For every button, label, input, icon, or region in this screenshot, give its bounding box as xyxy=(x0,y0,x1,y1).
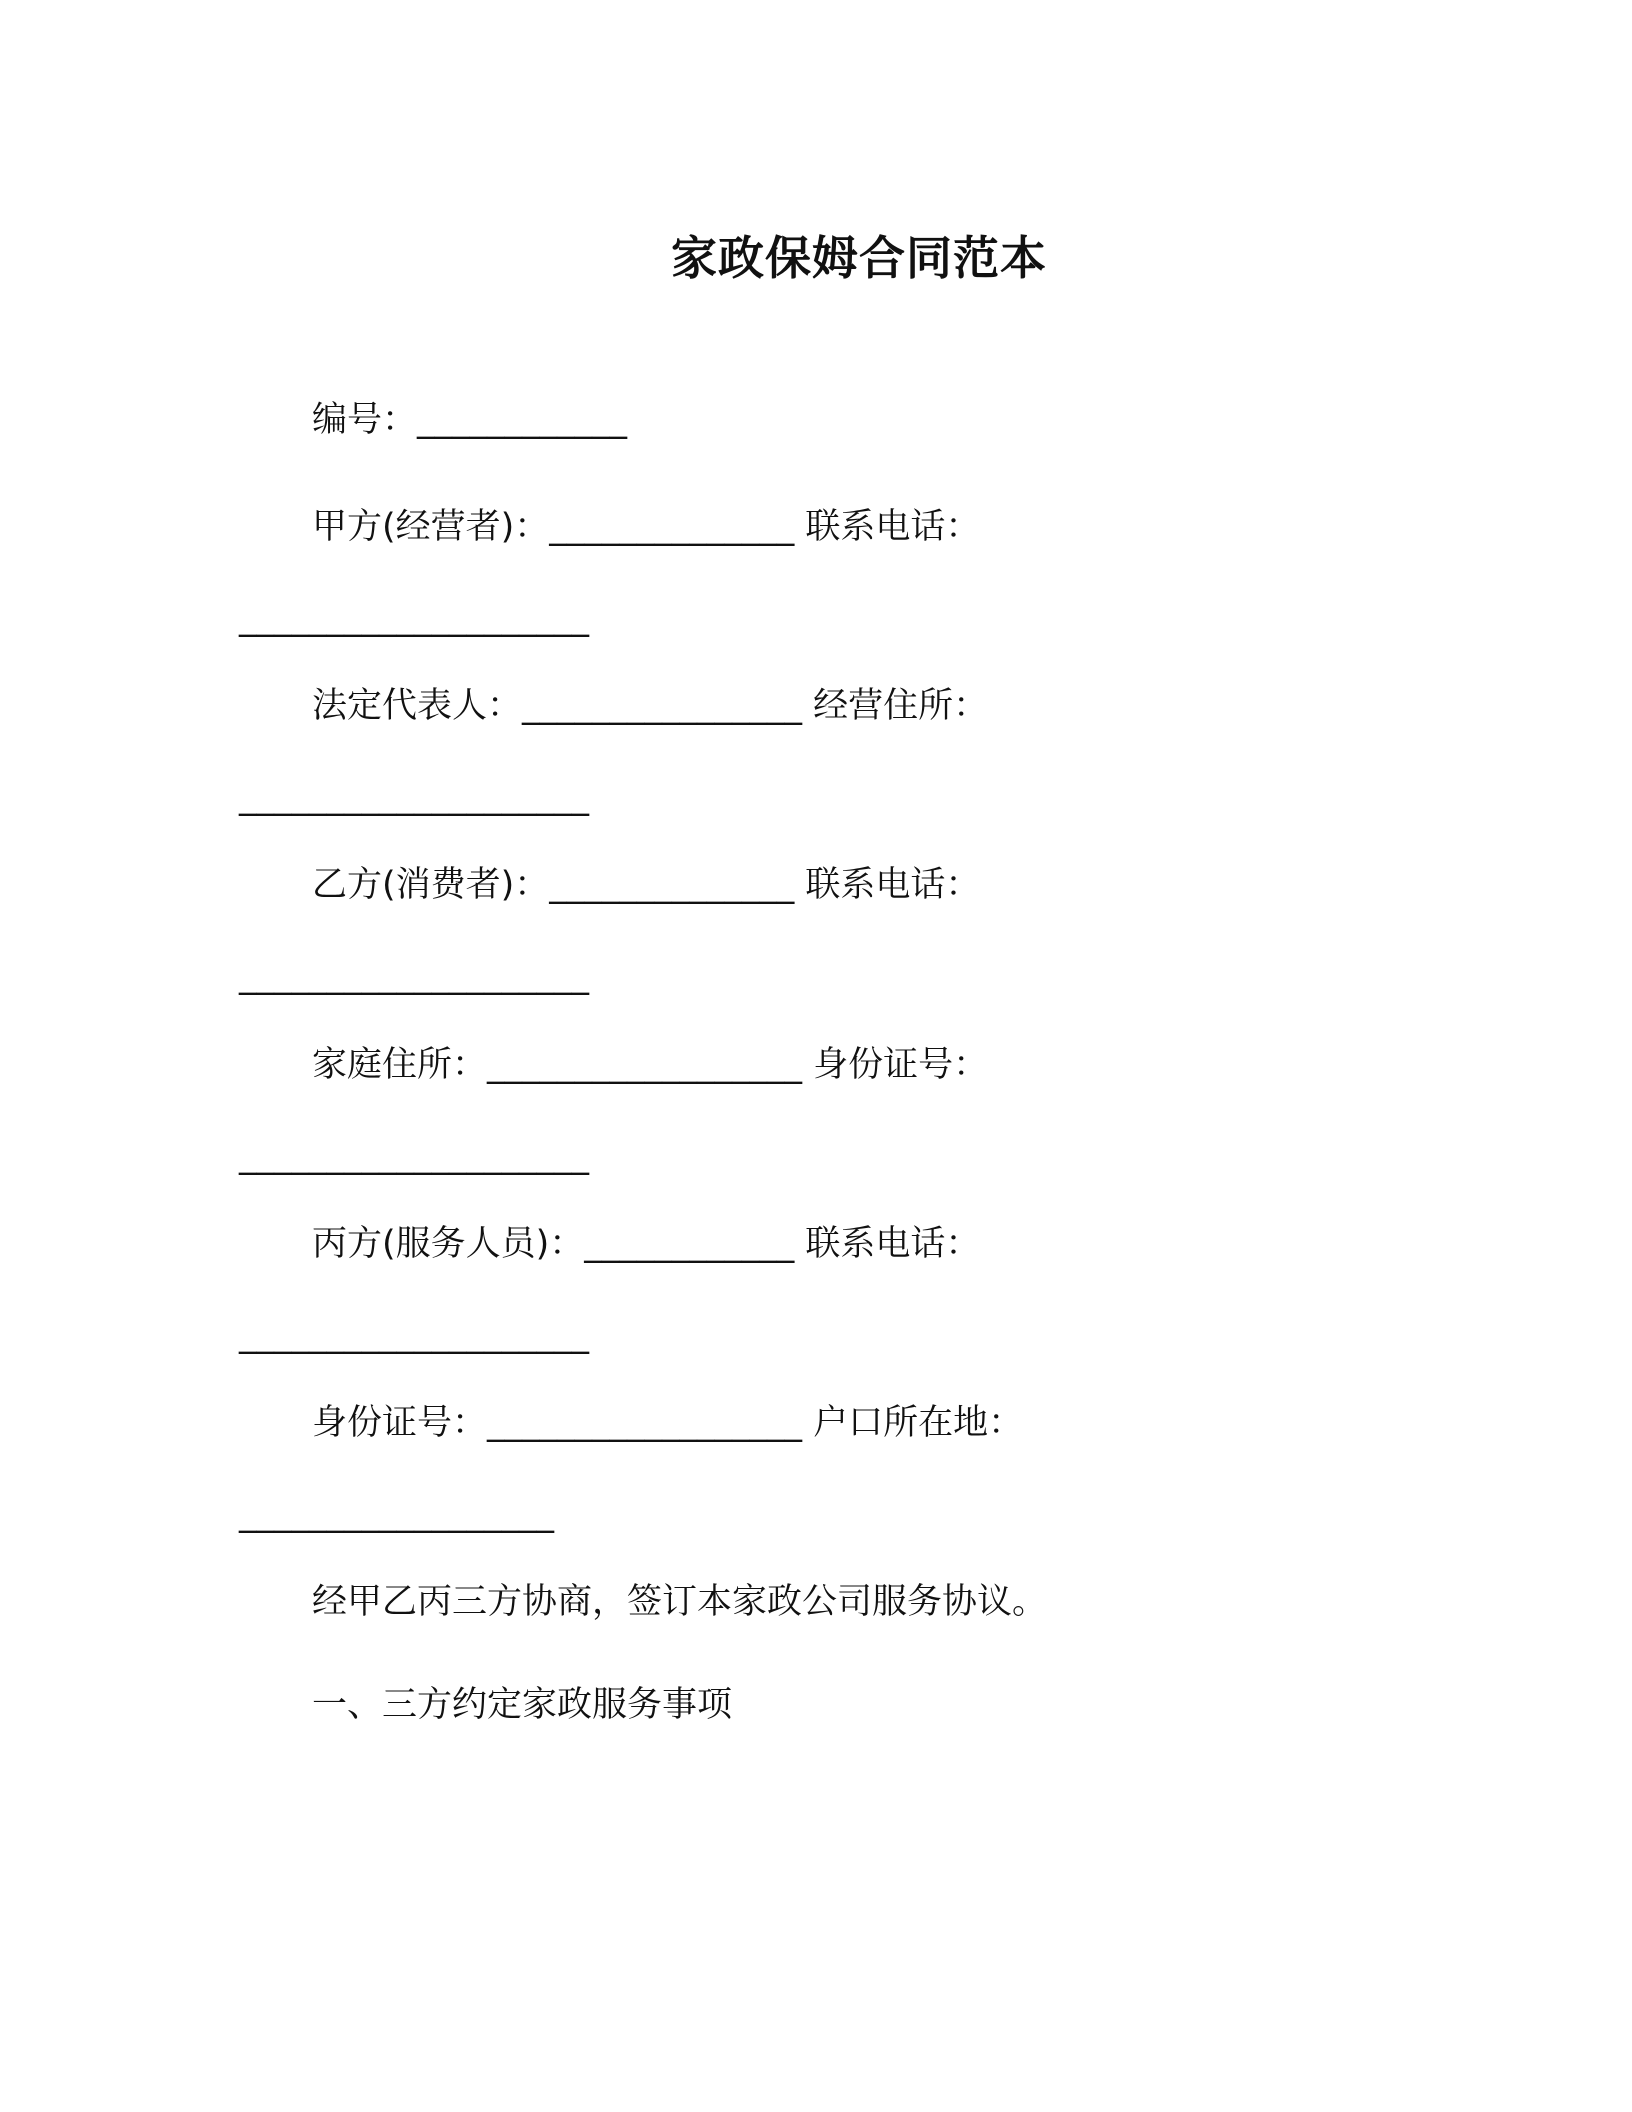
document-title: 家政保姆合同范本 xyxy=(671,231,1047,285)
legal-representative-line: 法定代表人：________________ 经营住所： xyxy=(312,686,989,726)
contract-number-line: 编号：____________ xyxy=(312,400,628,440)
party-c-line: 丙方(服务人员)：____________ 联系电话： xyxy=(312,1224,981,1264)
party-b-phone-blank: ____________________ xyxy=(239,956,589,996)
agreement-statement: 经甲乙丙三方协商，签订本家政公司服务协议。 xyxy=(312,1582,1048,1622)
party-c-id-line: 身份证号：__________________ 户口所在地： xyxy=(312,1403,1024,1443)
household-location-blank: __________________ xyxy=(239,1494,554,1534)
party-b-id-blank: ____________________ xyxy=(239,1136,589,1176)
party-b-line: 乙方(消费者)：______________ 联系电话： xyxy=(312,865,981,905)
party-a-phone-blank: ____________________ xyxy=(239,598,589,638)
party-a-line: 甲方(经营者)：______________ 联系电话： xyxy=(312,507,981,547)
home-address-line: 家庭住所：__________________ 身份证号： xyxy=(312,1045,989,1085)
party-c-phone-blank: ____________________ xyxy=(239,1315,589,1355)
section-heading-1: 一、三方约定家政服务事项 xyxy=(312,1685,733,1725)
business-address-blank: ____________________ xyxy=(239,777,589,817)
